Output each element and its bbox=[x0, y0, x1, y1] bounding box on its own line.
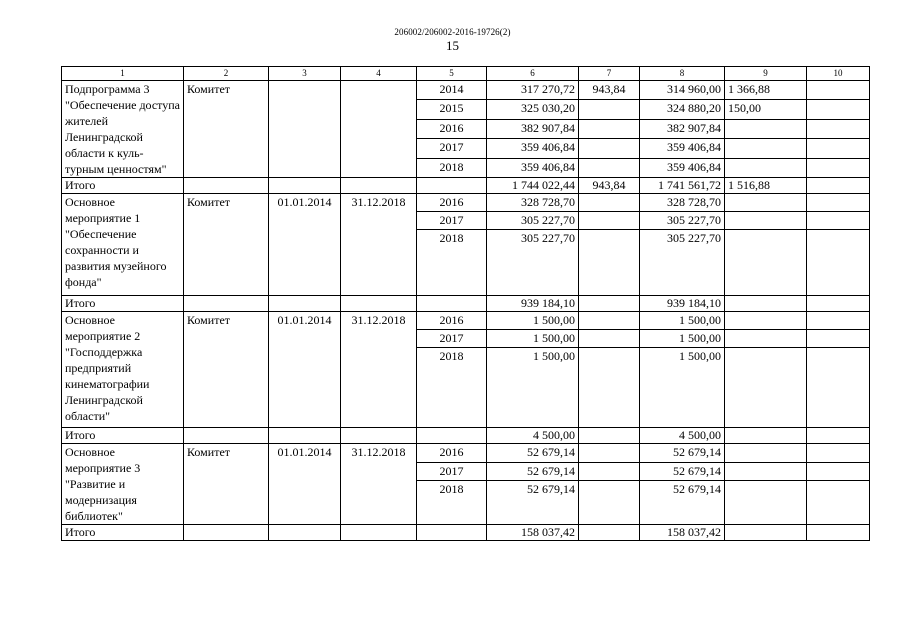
end-date bbox=[341, 81, 417, 178]
empty-cell bbox=[807, 428, 870, 444]
year-cell: 2016 bbox=[417, 444, 487, 463]
end-date: 31.12.2018 bbox=[341, 194, 417, 296]
executor: Комитет bbox=[184, 81, 269, 178]
year-cell: 2017 bbox=[417, 330, 487, 348]
itogo-other bbox=[725, 296, 807, 312]
regional-amount: 52 679,14 bbox=[640, 444, 725, 463]
federal-amount bbox=[579, 100, 640, 119]
empty-cell bbox=[807, 119, 870, 138]
empty-cell bbox=[807, 525, 870, 541]
regional-amount: 52 679,14 bbox=[640, 481, 725, 525]
federal-amount bbox=[579, 312, 640, 330]
itogo-total: 4 500,00 bbox=[487, 428, 579, 444]
end-date: 31.12.2018 bbox=[341, 312, 417, 428]
column-header: 1 bbox=[62, 67, 184, 81]
regional-amount: 305 227,70 bbox=[640, 230, 725, 296]
total-amount: 52 679,14 bbox=[487, 444, 579, 463]
column-header: 6 bbox=[487, 67, 579, 81]
year-cell: 2017 bbox=[417, 462, 487, 481]
regional-amount: 382 907,84 bbox=[640, 119, 725, 138]
empty-cell bbox=[269, 525, 341, 541]
column-number-row bbox=[62, 67, 870, 81]
itogo-other: 1 516,88 bbox=[725, 178, 807, 194]
column-header: 2 bbox=[184, 67, 269, 81]
total-amount: 325 030,20 bbox=[487, 100, 579, 119]
federal-amount bbox=[579, 119, 640, 138]
start-date: 01.01.2014 bbox=[269, 444, 341, 525]
empty-cell bbox=[807, 194, 870, 212]
itogo-label: Итого bbox=[62, 178, 184, 194]
total-amount: 317 270,72 bbox=[487, 81, 579, 100]
other-amount bbox=[725, 462, 807, 481]
program-name: Основное мероприятие 2 "Господдержка предприятий кинематографии Ленинградской области" bbox=[62, 312, 184, 428]
federal-amount bbox=[579, 348, 640, 428]
year-cell: 2016 bbox=[417, 194, 487, 212]
other-amount bbox=[725, 194, 807, 212]
total-amount: 52 679,14 bbox=[487, 462, 579, 481]
empty-cell bbox=[807, 481, 870, 525]
table-row bbox=[62, 194, 870, 212]
itogo-regional: 1 741 561,72 bbox=[640, 178, 725, 194]
itogo-row bbox=[62, 178, 870, 194]
itogo-federal bbox=[579, 428, 640, 444]
other-amount: 1 366,88 bbox=[725, 81, 807, 100]
empty-cell bbox=[807, 296, 870, 312]
empty-cell bbox=[807, 348, 870, 428]
year-cell: 2018 bbox=[417, 230, 487, 296]
itogo-federal: 943,84 bbox=[579, 178, 640, 194]
empty-cell bbox=[184, 296, 269, 312]
empty-cell bbox=[269, 178, 341, 194]
year-cell: 2018 bbox=[417, 158, 487, 177]
empty-cell bbox=[417, 428, 487, 444]
other-amount bbox=[725, 212, 807, 230]
itogo-total: 939 184,10 bbox=[487, 296, 579, 312]
empty-cell bbox=[807, 158, 870, 177]
empty-cell bbox=[184, 428, 269, 444]
total-amount: 359 406,84 bbox=[487, 158, 579, 177]
column-header: 10 bbox=[807, 67, 870, 81]
year-cell: 2016 bbox=[417, 119, 487, 138]
itogo-other bbox=[725, 525, 807, 541]
total-amount: 305 227,70 bbox=[487, 212, 579, 230]
itogo-regional: 4 500,00 bbox=[640, 428, 725, 444]
empty-cell bbox=[341, 525, 417, 541]
year-cell: 2016 bbox=[417, 312, 487, 330]
other-amount bbox=[725, 119, 807, 138]
executor: Комитет bbox=[184, 312, 269, 428]
table-row bbox=[62, 312, 870, 330]
budget-table bbox=[61, 66, 870, 541]
executor: Комитет bbox=[184, 194, 269, 296]
regional-amount: 52 679,14 bbox=[640, 462, 725, 481]
itogo-row bbox=[62, 525, 870, 541]
table-row bbox=[62, 444, 870, 463]
total-amount: 52 679,14 bbox=[487, 481, 579, 525]
itogo-label: Итого bbox=[62, 428, 184, 444]
federal-amount bbox=[579, 230, 640, 296]
itogo-regional: 158 037,42 bbox=[640, 525, 725, 541]
federal-amount bbox=[579, 194, 640, 212]
year-cell: 2018 bbox=[417, 348, 487, 428]
total-amount: 1 500,00 bbox=[487, 330, 579, 348]
page-number: 15 bbox=[446, 38, 459, 53]
empty-cell bbox=[807, 81, 870, 100]
regional-amount: 328 728,70 bbox=[640, 194, 725, 212]
federal-amount bbox=[579, 139, 640, 158]
column-header: 7 bbox=[579, 67, 640, 81]
total-amount: 1 500,00 bbox=[487, 312, 579, 330]
empty-cell bbox=[807, 330, 870, 348]
empty-cell bbox=[807, 462, 870, 481]
table-row bbox=[62, 81, 870, 100]
other-amount bbox=[725, 348, 807, 428]
itogo-label: Итого bbox=[62, 525, 184, 541]
start-date bbox=[269, 81, 341, 178]
empty-cell bbox=[269, 428, 341, 444]
empty-cell bbox=[341, 178, 417, 194]
empty-cell bbox=[807, 178, 870, 194]
itogo-total: 1 744 022,44 bbox=[487, 178, 579, 194]
empty-cell bbox=[807, 312, 870, 330]
column-header: 4 bbox=[341, 67, 417, 81]
itogo-federal bbox=[579, 296, 640, 312]
empty-cell bbox=[807, 230, 870, 296]
program-name: Основное мероприятие 3 "Развитие и модернизация библиотек" bbox=[62, 444, 184, 525]
empty-cell bbox=[417, 525, 487, 541]
year-cell: 2015 bbox=[417, 100, 487, 119]
other-amount bbox=[725, 158, 807, 177]
empty-cell bbox=[269, 296, 341, 312]
federal-amount: 943,84 bbox=[579, 81, 640, 100]
regional-amount: 359 406,84 bbox=[640, 158, 725, 177]
regional-amount: 314 960,00 bbox=[640, 81, 725, 100]
total-amount: 359 406,84 bbox=[487, 139, 579, 158]
empty-cell bbox=[341, 428, 417, 444]
itogo-row bbox=[62, 428, 870, 444]
other-amount bbox=[725, 312, 807, 330]
empty-cell bbox=[184, 525, 269, 541]
regional-amount: 305 227,70 bbox=[640, 212, 725, 230]
total-amount: 328 728,70 bbox=[487, 194, 579, 212]
federal-amount bbox=[579, 330, 640, 348]
itogo-other bbox=[725, 428, 807, 444]
federal-amount bbox=[579, 444, 640, 463]
itogo-label: Итого bbox=[62, 296, 184, 312]
year-cell: 2018 bbox=[417, 481, 487, 525]
federal-amount bbox=[579, 212, 640, 230]
column-header: 9 bbox=[725, 67, 807, 81]
itogo-total: 158 037,42 bbox=[487, 525, 579, 541]
total-amount: 382 907,84 bbox=[487, 119, 579, 138]
empty-cell bbox=[417, 296, 487, 312]
empty-cell bbox=[807, 444, 870, 463]
start-date: 01.01.2014 bbox=[269, 312, 341, 428]
federal-amount bbox=[579, 481, 640, 525]
year-cell: 2014 bbox=[417, 81, 487, 100]
other-amount bbox=[725, 139, 807, 158]
year-cell: 2017 bbox=[417, 212, 487, 230]
other-amount: 150,00 bbox=[725, 100, 807, 119]
empty-cell bbox=[807, 100, 870, 119]
program-name: Подпрограмма 3 "Обеспечение доступа жителей Ленинградской области к куль-турным ценностям" bbox=[62, 81, 184, 178]
empty-cell bbox=[341, 296, 417, 312]
year-cell: 2017 bbox=[417, 139, 487, 158]
program-name: Основное мероприятие 1 "Обеспечение сохранности и развития музейного фонда" bbox=[62, 194, 184, 296]
column-header: 5 bbox=[417, 67, 487, 81]
regional-amount: 324 880,20 bbox=[640, 100, 725, 119]
empty-cell bbox=[184, 178, 269, 194]
empty-cell bbox=[807, 139, 870, 158]
federal-amount bbox=[579, 462, 640, 481]
other-amount bbox=[725, 230, 807, 296]
end-date: 31.12.2018 bbox=[341, 444, 417, 525]
other-amount bbox=[725, 481, 807, 525]
start-date: 01.01.2014 bbox=[269, 194, 341, 296]
total-amount: 305 227,70 bbox=[487, 230, 579, 296]
other-amount bbox=[725, 444, 807, 463]
total-amount: 1 500,00 bbox=[487, 348, 579, 428]
itogo-federal bbox=[579, 525, 640, 541]
column-header: 3 bbox=[269, 67, 341, 81]
federal-amount bbox=[579, 158, 640, 177]
empty-cell bbox=[807, 212, 870, 230]
regional-amount: 1 500,00 bbox=[640, 312, 725, 330]
regional-amount: 1 500,00 bbox=[640, 330, 725, 348]
itogo-row bbox=[62, 296, 870, 312]
regional-amount: 1 500,00 bbox=[640, 348, 725, 428]
column-header: 8 bbox=[640, 67, 725, 81]
regional-amount: 359 406,84 bbox=[640, 139, 725, 158]
executor: Комитет bbox=[184, 444, 269, 525]
itogo-regional: 939 184,10 bbox=[640, 296, 725, 312]
empty-cell bbox=[417, 178, 487, 194]
other-amount bbox=[725, 330, 807, 348]
document-code: 206002/206002-2016-19726(2) bbox=[394, 27, 511, 37]
